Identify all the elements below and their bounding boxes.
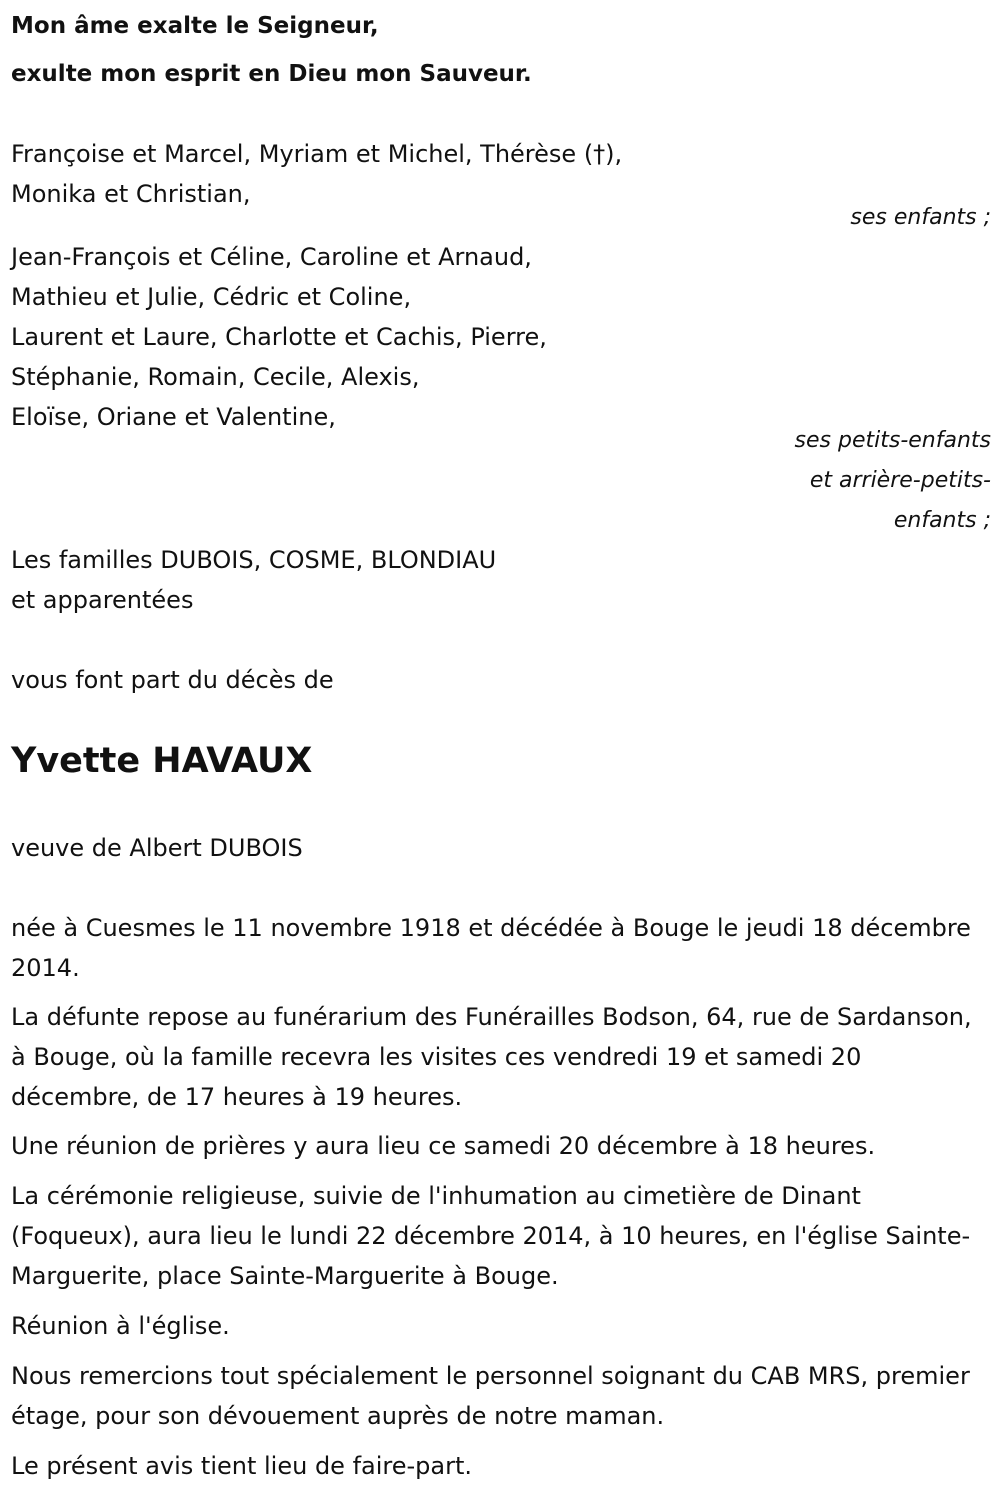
- verse-line-1: Mon âme exalte le Seigneur,: [11, 13, 379, 39]
- grandchildren-role-line-3: enfants ;: [893, 508, 991, 533]
- grandchildren-line-2: Mathieu et Julie, Cédric et Coline,: [11, 283, 412, 311]
- children-line-2: Monika et Christian,: [11, 180, 251, 208]
- families-line-2: et apparentées: [11, 586, 194, 614]
- paragraph-church-meeting: Réunion à l'église.: [11, 1312, 230, 1340]
- grandchildren-role-line-2: et arrière-petits-: [809, 468, 991, 493]
- children-role: ses enfants ;: [850, 205, 991, 230]
- paragraph-notice: Le présent avis tient lieu de faire-part.: [11, 1452, 473, 1480]
- paragraph-ceremony: La cérémonie religieuse, suivie de l'inhumation au cimetière de Dinant (Foqueux), aura lieu le lundi 22 décembre 2014, à 10 heures, en l'église Sainte-Marguerite, place Sainte-Marguerite à Bouge.: [11, 1182, 971, 1290]
- grandchildren-line-1: Jean-François et Céline, Caroline et Arnaud,: [11, 243, 532, 271]
- grandchildren-role-line-1: ses petits-enfants: [794, 428, 991, 453]
- deceased-spouse: veuve de Albert DUBOIS: [11, 834, 303, 862]
- paragraph-thanks: Nous remercions tout spécialement le personnel soignant du CAB MRS, premier étage, pour son dévouement auprès de notre maman.: [11, 1362, 970, 1430]
- children-line-1: Françoise et Marcel, Myriam et Michel, Thérèse (†),: [11, 140, 623, 168]
- grandchildren-line-3: Laurent et Laure, Charlotte et Cachis, Pierre,: [11, 323, 547, 351]
- grandchildren-line-5: Eloïse, Oriane et Valentine,: [11, 403, 336, 431]
- paragraph-birth-death: née à Cuesmes le 11 novembre 1918 et décédée à Bouge le jeudi 18 décembre 2014.: [11, 914, 971, 982]
- announcement: vous font part du décès de: [11, 666, 334, 694]
- paragraph-funerarium: La défunte repose au funérarium des Funérailles Bodson, 64, rue de Sardanson, à Bouge, où la famille recevra les visites ces vendredi 19 et samedi 20 décembre, de 17 heures à 19 heures.: [11, 1003, 972, 1111]
- deceased-name: Yvette HAVAUX: [11, 741, 313, 781]
- verse-line-2: exulte mon esprit en Dieu mon Sauveur.: [11, 61, 532, 87]
- paragraph-prayer: Une réunion de prières y aura lieu ce samedi 20 décembre à 18 heures.: [11, 1132, 876, 1160]
- families-line-1: Les familles DUBOIS, COSME, BLONDIAU: [11, 546, 497, 574]
- grandchildren-line-4: Stéphanie, Romain, Cecile, Alexis,: [11, 363, 420, 391]
